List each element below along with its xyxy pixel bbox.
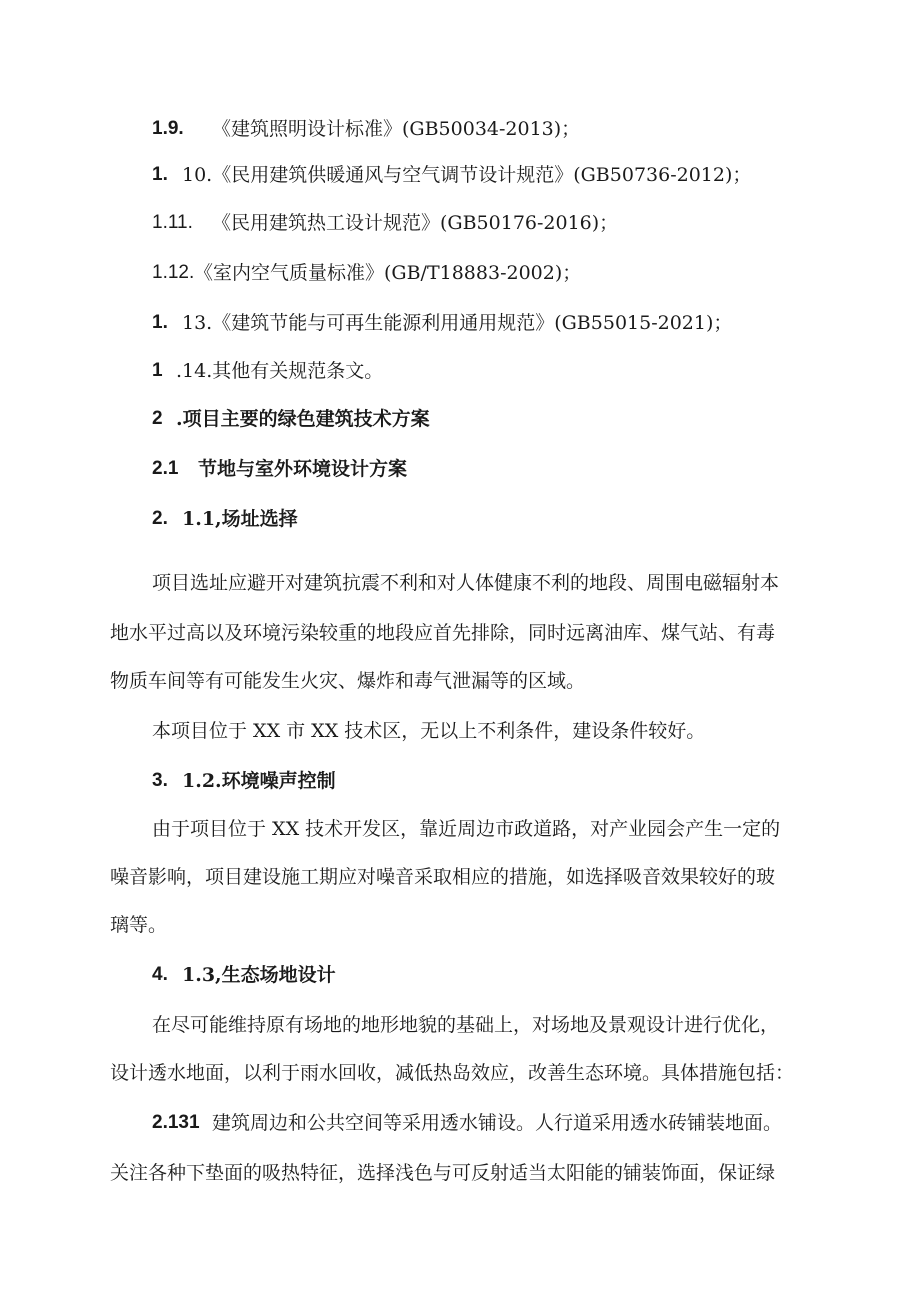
heading-number: 2.1 [152, 458, 179, 479]
paragraph-line: 项目选址应避开对建筑抗震不利和对人体健康不利的地段、周围电磁辐射本 [152, 572, 780, 594]
ref-text: 《建筑照明设计标准》(GB50034-2013)； [212, 118, 581, 140]
heading-number: 3. [152, 770, 168, 791]
ref-text: 《室内空气质量标准》(GB/T18883-2002)； [194, 262, 582, 284]
item-text: 建筑周边和公共空间等采用透水铺设。人行道采用透水砖铺装地面。 [212, 1112, 783, 1134]
heading-text: .项目主要的绿色建筑技术方案 [176, 408, 430, 430]
ref-number: 1.9. [152, 118, 184, 139]
ref-number: 1.11. [152, 212, 193, 233]
paragraph-line: 设计透水地面，以利于雨水回收，减低热岛效应，改善生态环境。具体措施包括： [110, 1062, 795, 1084]
heading-text: 1.1,场址选择 [182, 508, 298, 530]
paragraph-line: 物质车间等有可能发生火灾、爆炸和毒气泄漏等的区域。 [110, 670, 586, 692]
ref-text: .14.其他有关规范条文。 [176, 360, 384, 382]
heading-number: 2 [152, 408, 163, 429]
paragraph-line: 关注各种下垫面的吸热特征，选择浅色与可反射适当太阳能的铺装饰面，保证绿 [110, 1162, 776, 1184]
ref-number: 1. [152, 312, 168, 333]
paragraph-line: 在尽可能维持原有场地的地形地貌的基础上，对场地及景观设计进行优化， [152, 1014, 780, 1036]
ref-text: 《民用建筑热工设计规范》(GB50176-2016)； [212, 212, 619, 234]
heading-text: 1.3,生态场地设计 [182, 964, 336, 986]
paragraph-line: 由于项目位于 XX 技术开发区，靠近周边市政道路，对产业园会产生一定的 [152, 818, 781, 840]
ref-text: 10.《民用建筑供暖通风与空气调节设计规范》(GB50736-2012)； [182, 164, 752, 186]
ref-number: 1.12. [152, 262, 195, 283]
ref-number: 1. [152, 164, 168, 185]
paragraph-line: 璃等。 [110, 914, 168, 936]
heading-number: 4. [152, 964, 168, 985]
item-number: 2.131 [152, 1112, 200, 1133]
heading-text: 1.2.环境噪声控制 [182, 770, 336, 792]
paragraph-line: 本项目位于 XX 市 XX 技术区，无以上不利条件，建设条件较好。 [152, 720, 706, 742]
ref-text: 13.《建筑节能与可再生能源利用通用规范》(GB55015-2021)； [182, 312, 733, 334]
ref-number: 1 [152, 360, 163, 381]
heading-text: 节地与室外环境设计方案 [198, 458, 408, 480]
paragraph-line: 地水平过高以及环境污染较重的地段应首先排除，同时远离油库、煤气站、有毒 [110, 622, 776, 644]
paragraph-line: 噪音影响，项目建设施工期应对噪音采取相应的措施，如选择吸音效果较好的玻 [110, 866, 776, 888]
heading-number: 2. [152, 508, 168, 529]
